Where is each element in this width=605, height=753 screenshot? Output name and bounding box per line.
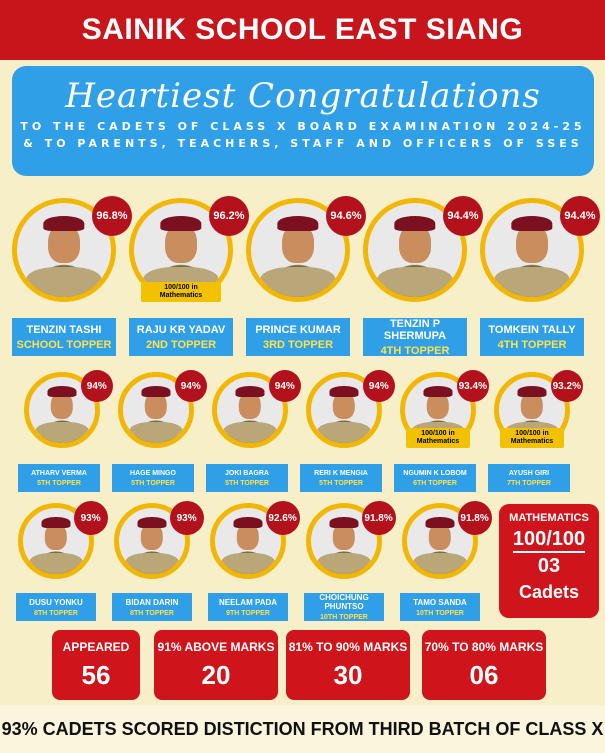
cadet-uniform (260, 267, 335, 297)
topper-card (488, 372, 581, 494)
cadet-name: HAGE MINGO (130, 469, 176, 477)
name-label (304, 593, 384, 621)
cadet-name: TENZIN P SHERMUPA (383, 317, 447, 342)
percentage-badge: 96.2% (209, 196, 249, 236)
stat-value: 06 (469, 660, 499, 690)
topper-card (16, 503, 101, 623)
cadet-uniform (318, 422, 371, 443)
cadet-uniform (126, 553, 179, 574)
math-score: 100/100 (513, 528, 585, 553)
name-label (12, 318, 116, 356)
topper-card (129, 198, 245, 358)
topper-rank: 10TH TOPPER (320, 614, 368, 621)
cadet-uniform (30, 553, 83, 574)
name-label (16, 593, 96, 621)
cadet-uniform (494, 267, 569, 297)
topper-rank: 5TH TOPPER (37, 479, 81, 487)
name-label (300, 464, 382, 492)
congrats-line-2: & TO PARENTS, TEACHERS, STAFF AND OFFICERS OF SSES (23, 137, 583, 150)
school-title-banner (0, 0, 605, 60)
name-label (18, 464, 100, 492)
topper-card (304, 503, 393, 623)
cadet-uniform (318, 553, 371, 574)
percentage-badge: 93.4% (457, 370, 489, 402)
math-count: 03 (537, 555, 561, 577)
cadet-uniform (377, 267, 452, 297)
stat-value: 56 (81, 660, 111, 690)
percentage-badge: 93% (170, 501, 204, 535)
maths-ribbon: 100/100 in Mathematics (500, 428, 564, 448)
congratulations-banner (12, 66, 594, 176)
percentage-badge: 94% (81, 370, 113, 402)
topper-rank: 10TH TOPPER (416, 609, 464, 617)
cadet-name: CHOICHUNG PHUNTSO (319, 593, 369, 611)
name-label (112, 593, 192, 621)
math-title: MATHEMATICS (509, 512, 589, 524)
cadet-name: RERI K MENGIA (314, 469, 368, 477)
beret-icon (160, 216, 201, 231)
percentage-badge: 94% (363, 370, 395, 402)
stat-label: 91% ABOVE MARKS (157, 640, 275, 654)
percentage-badge: 94.4% (443, 196, 483, 236)
stat-card (52, 630, 140, 700)
name-label (488, 464, 570, 492)
topper-card (12, 198, 128, 358)
percentage-badge: 92.6% (266, 501, 300, 535)
name-label (400, 593, 480, 621)
percentage-badge: 93.2% (551, 370, 583, 402)
percentage-badge: 94% (269, 370, 301, 402)
name-label (208, 593, 288, 621)
name-label (394, 464, 476, 492)
congrats-heading: Heartiest Congratulations (65, 76, 541, 116)
topper-card (400, 503, 489, 623)
name-label (129, 318, 233, 356)
cadet-name: AYUSH GIRI (508, 469, 550, 477)
cadet-uniform (222, 553, 275, 574)
beret-icon (394, 216, 435, 231)
stat-label: 70% TO 80% MARKS (424, 640, 544, 654)
topper-card (246, 198, 362, 358)
footer-text: 93% CADETS SCORED DISTICTION FROM THIRD BATCH OF CLASS X (1, 718, 604, 739)
cadet-name: JOKI BAGRA (225, 469, 269, 477)
percentage-badge: 91.8% (458, 501, 492, 535)
beret-icon (329, 517, 358, 528)
mathematics-box (499, 504, 599, 618)
topper-rank: 8TH TOPPER (34, 609, 78, 617)
percentage-badge: 91.8% (362, 501, 396, 535)
math-unit: Cadets (518, 582, 580, 602)
stat-card (422, 630, 546, 700)
beret-icon (141, 386, 170, 397)
topper-rank: 6TH TOPPER (413, 479, 457, 487)
stat-value: 20 (201, 660, 231, 690)
topper-rank: 5TH TOPPER (319, 479, 363, 487)
name-label (112, 464, 194, 492)
stat-card (154, 630, 278, 700)
percentage-badge: 94.6% (326, 196, 366, 236)
beret-icon (47, 386, 76, 397)
topper-rank: 9TH TOPPER (226, 609, 270, 617)
topper-card (112, 372, 201, 494)
topper-rank: 5TH TOPPER (225, 479, 269, 487)
beret-icon (423, 386, 452, 397)
beret-icon (329, 386, 358, 397)
beret-icon (41, 517, 70, 528)
beret-icon (277, 216, 318, 231)
stat-value: 30 (333, 660, 363, 690)
beret-icon (425, 517, 454, 528)
cadet-uniform (26, 267, 101, 297)
topper-card (112, 503, 197, 623)
topper-rank: 4TH TOPPER (497, 338, 567, 351)
name-label (206, 464, 288, 492)
beret-icon (235, 386, 264, 397)
topper-card (363, 198, 479, 358)
cadet-name: TENZIN TASHI (26, 323, 102, 336)
cadet-uniform (224, 422, 277, 443)
cadet-uniform (36, 422, 89, 443)
name-label (363, 318, 467, 356)
footer-banner (0, 705, 605, 753)
topper-card (300, 372, 389, 494)
cadet-uniform (130, 422, 183, 443)
cadet-name: PRINCE KUMAR (255, 323, 341, 336)
topper-rank: 4TH TOPPER (380, 344, 450, 357)
topper-card (208, 503, 297, 623)
topper-rank: 3RD TOPPER (262, 338, 334, 351)
cadet-name: DUSU YONKU (29, 597, 83, 607)
cadet-name: BIDAN DARIN (125, 597, 179, 607)
beret-icon (517, 386, 546, 397)
topper-card (206, 372, 295, 494)
topper-rank: 2ND TOPPER (145, 338, 217, 351)
topper-rank: SCHOOL TOPPER (16, 338, 112, 351)
percentage-badge: 94.4% (560, 196, 600, 236)
topper-card (480, 198, 596, 358)
topper-rank: 8TH TOPPER (130, 609, 174, 617)
maths-ribbon: 100/100 in Mathematics (406, 428, 470, 448)
beret-icon (43, 216, 84, 231)
topper-rank: 5TH TOPPER (131, 479, 175, 487)
cadet-name: NEELAM PADA (218, 597, 278, 607)
congrats-line-1: TO THE CADETS OF CLASS X BOARD EXAMINATION 2024-25 (20, 120, 586, 133)
stat-card (286, 630, 410, 700)
maths-ribbon: 100/100 in Mathematics (141, 282, 221, 302)
cadet-name: ATHARV VERMA (31, 469, 87, 477)
stat-label: APPEARED (62, 640, 130, 654)
beret-icon (511, 216, 552, 231)
beret-icon (137, 517, 166, 528)
topper-rank: 7TH TOPPER (507, 479, 551, 487)
topper-card (18, 372, 107, 494)
name-label (480, 318, 584, 356)
percentage-badge: 94% (175, 370, 207, 402)
stat-label: 81% TO 90% MARKS (288, 640, 408, 654)
name-label (246, 318, 350, 356)
topper-card (394, 372, 487, 494)
percentage-badge: 93% (74, 501, 108, 535)
cadet-uniform (414, 553, 467, 574)
beret-icon (233, 517, 262, 528)
cadet-name: TOMKEIN TALLY (488, 323, 576, 336)
percentage-badge: 96.8% (92, 196, 132, 236)
cadet-name: TAMO SANDA (413, 597, 467, 607)
school-title: SAINIK SCHOOL EAST SIANG (81, 13, 524, 46)
cadet-name: RAJU KR YADAV (136, 323, 226, 336)
cadet-name: NGUMIN K LOBOM (403, 469, 467, 477)
